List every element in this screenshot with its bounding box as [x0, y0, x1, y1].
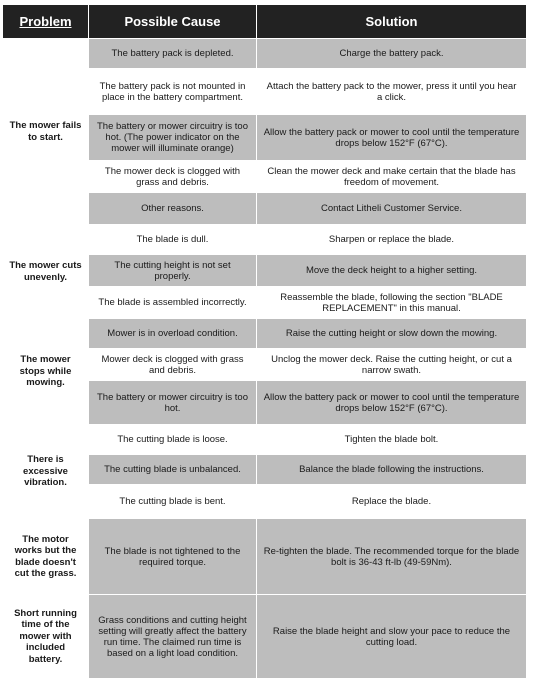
- table-row: [3, 425, 527, 455]
- cause-cell: The cutting blade is bent.: [89, 485, 257, 519]
- table-row: [3, 319, 527, 349]
- header-problem: Problem: [3, 5, 89, 39]
- solution-cell: Attach the battery pack to the mower, press it until you hear a click.: [257, 69, 527, 115]
- cause-cell: Mower deck is clogged with grass and debris.: [89, 349, 257, 381]
- table-row: [3, 595, 527, 679]
- solution-cell: Re-tighten the blade. The recommended torque for the blade bolt is 36-43 ft-lb (49-59Nm).: [257, 519, 527, 595]
- cause-cell: The mower deck is clogged with grass and debris.: [89, 161, 257, 193]
- cause-cell: The blade is dull.: [89, 225, 257, 255]
- cause-cell: The cutting height is not set properly.: [89, 255, 257, 287]
- cause-cell: Other reasons.: [89, 193, 257, 225]
- problem-cell: Short running time of the mower with included battery.: [3, 595, 89, 679]
- solution-cell: Tighten the blade bolt.: [257, 425, 527, 455]
- cause-cell: The battery pack is depleted.: [89, 39, 257, 69]
- cause-cell: The battery or mower circuitry is too hot.: [89, 381, 257, 425]
- cause-cell: Grass conditions and cutting height setting will greatly affect the battery run time. The claimed run time is based on a light load condition.: [89, 595, 257, 679]
- cause-cell: The blade is assembled incorrectly.: [89, 287, 257, 319]
- cause-cell: The battery pack is not mounted in place in the battery compartment.: [89, 69, 257, 115]
- solution-cell: Charge the battery pack.: [257, 39, 527, 69]
- troubleshooting-table: [2, 4, 527, 679]
- solution-cell: Allow the battery pack or mower to cool until the temperature drops below 152°F (67°C).: [257, 115, 527, 161]
- troubleshooting-table-container: [2, 4, 526, 679]
- header-solution: Solution: [257, 5, 527, 39]
- solution-cell: Reassemble the blade, following the section "BLADE REPLACEMENT" in this manual.: [257, 287, 527, 319]
- cause-cell: Mower is in overload condition.: [89, 319, 257, 349]
- solution-cell: Move the deck height to a higher setting.: [257, 255, 527, 287]
- solution-cell: Sharpen or replace the blade.: [257, 225, 527, 255]
- problem-cell: The mower cuts unevenly.: [3, 225, 89, 319]
- solution-cell: Balance the blade following the instructions.: [257, 455, 527, 485]
- header-row: [3, 5, 527, 39]
- solution-cell: Clean the mower deck and make certain that the blade has freedom of movement.: [257, 161, 527, 193]
- problem-cell: The mower fails to start.: [3, 39, 89, 225]
- cause-cell: The cutting blade is loose.: [89, 425, 257, 455]
- table-row: [3, 519, 527, 595]
- cause-cell: The cutting blade is unbalanced.: [89, 455, 257, 485]
- cause-cell: The battery or mower circuitry is too hot. (The power indicator on the mower will illuminate orange): [89, 115, 257, 161]
- solution-cell: Contact Litheli Customer Service.: [257, 193, 527, 225]
- problem-cell: There is excessive vibration.: [3, 425, 89, 519]
- problem-cell: The mower stops while mowing.: [3, 319, 89, 425]
- problem-cell: The motor works but the blade doesn't cut the grass.: [3, 519, 89, 595]
- solution-cell: Raise the cutting height or slow down the mowing.: [257, 319, 527, 349]
- solution-cell: Replace the blade.: [257, 485, 527, 519]
- solution-cell: Unclog the mower deck. Raise the cutting height, or cut a narrow swath.: [257, 349, 527, 381]
- cause-cell: The blade is not tightened to the required torque.: [89, 519, 257, 595]
- header-possible-cause: Possible Cause: [89, 5, 257, 39]
- table-row: [3, 39, 527, 69]
- table-row: [3, 225, 527, 255]
- solution-cell: Allow the battery pack or mower to cool until the temperature drops below 152°F (67°C).: [257, 381, 527, 425]
- solution-cell: Raise the blade height and slow your pace to reduce the cutting load.: [257, 595, 527, 679]
